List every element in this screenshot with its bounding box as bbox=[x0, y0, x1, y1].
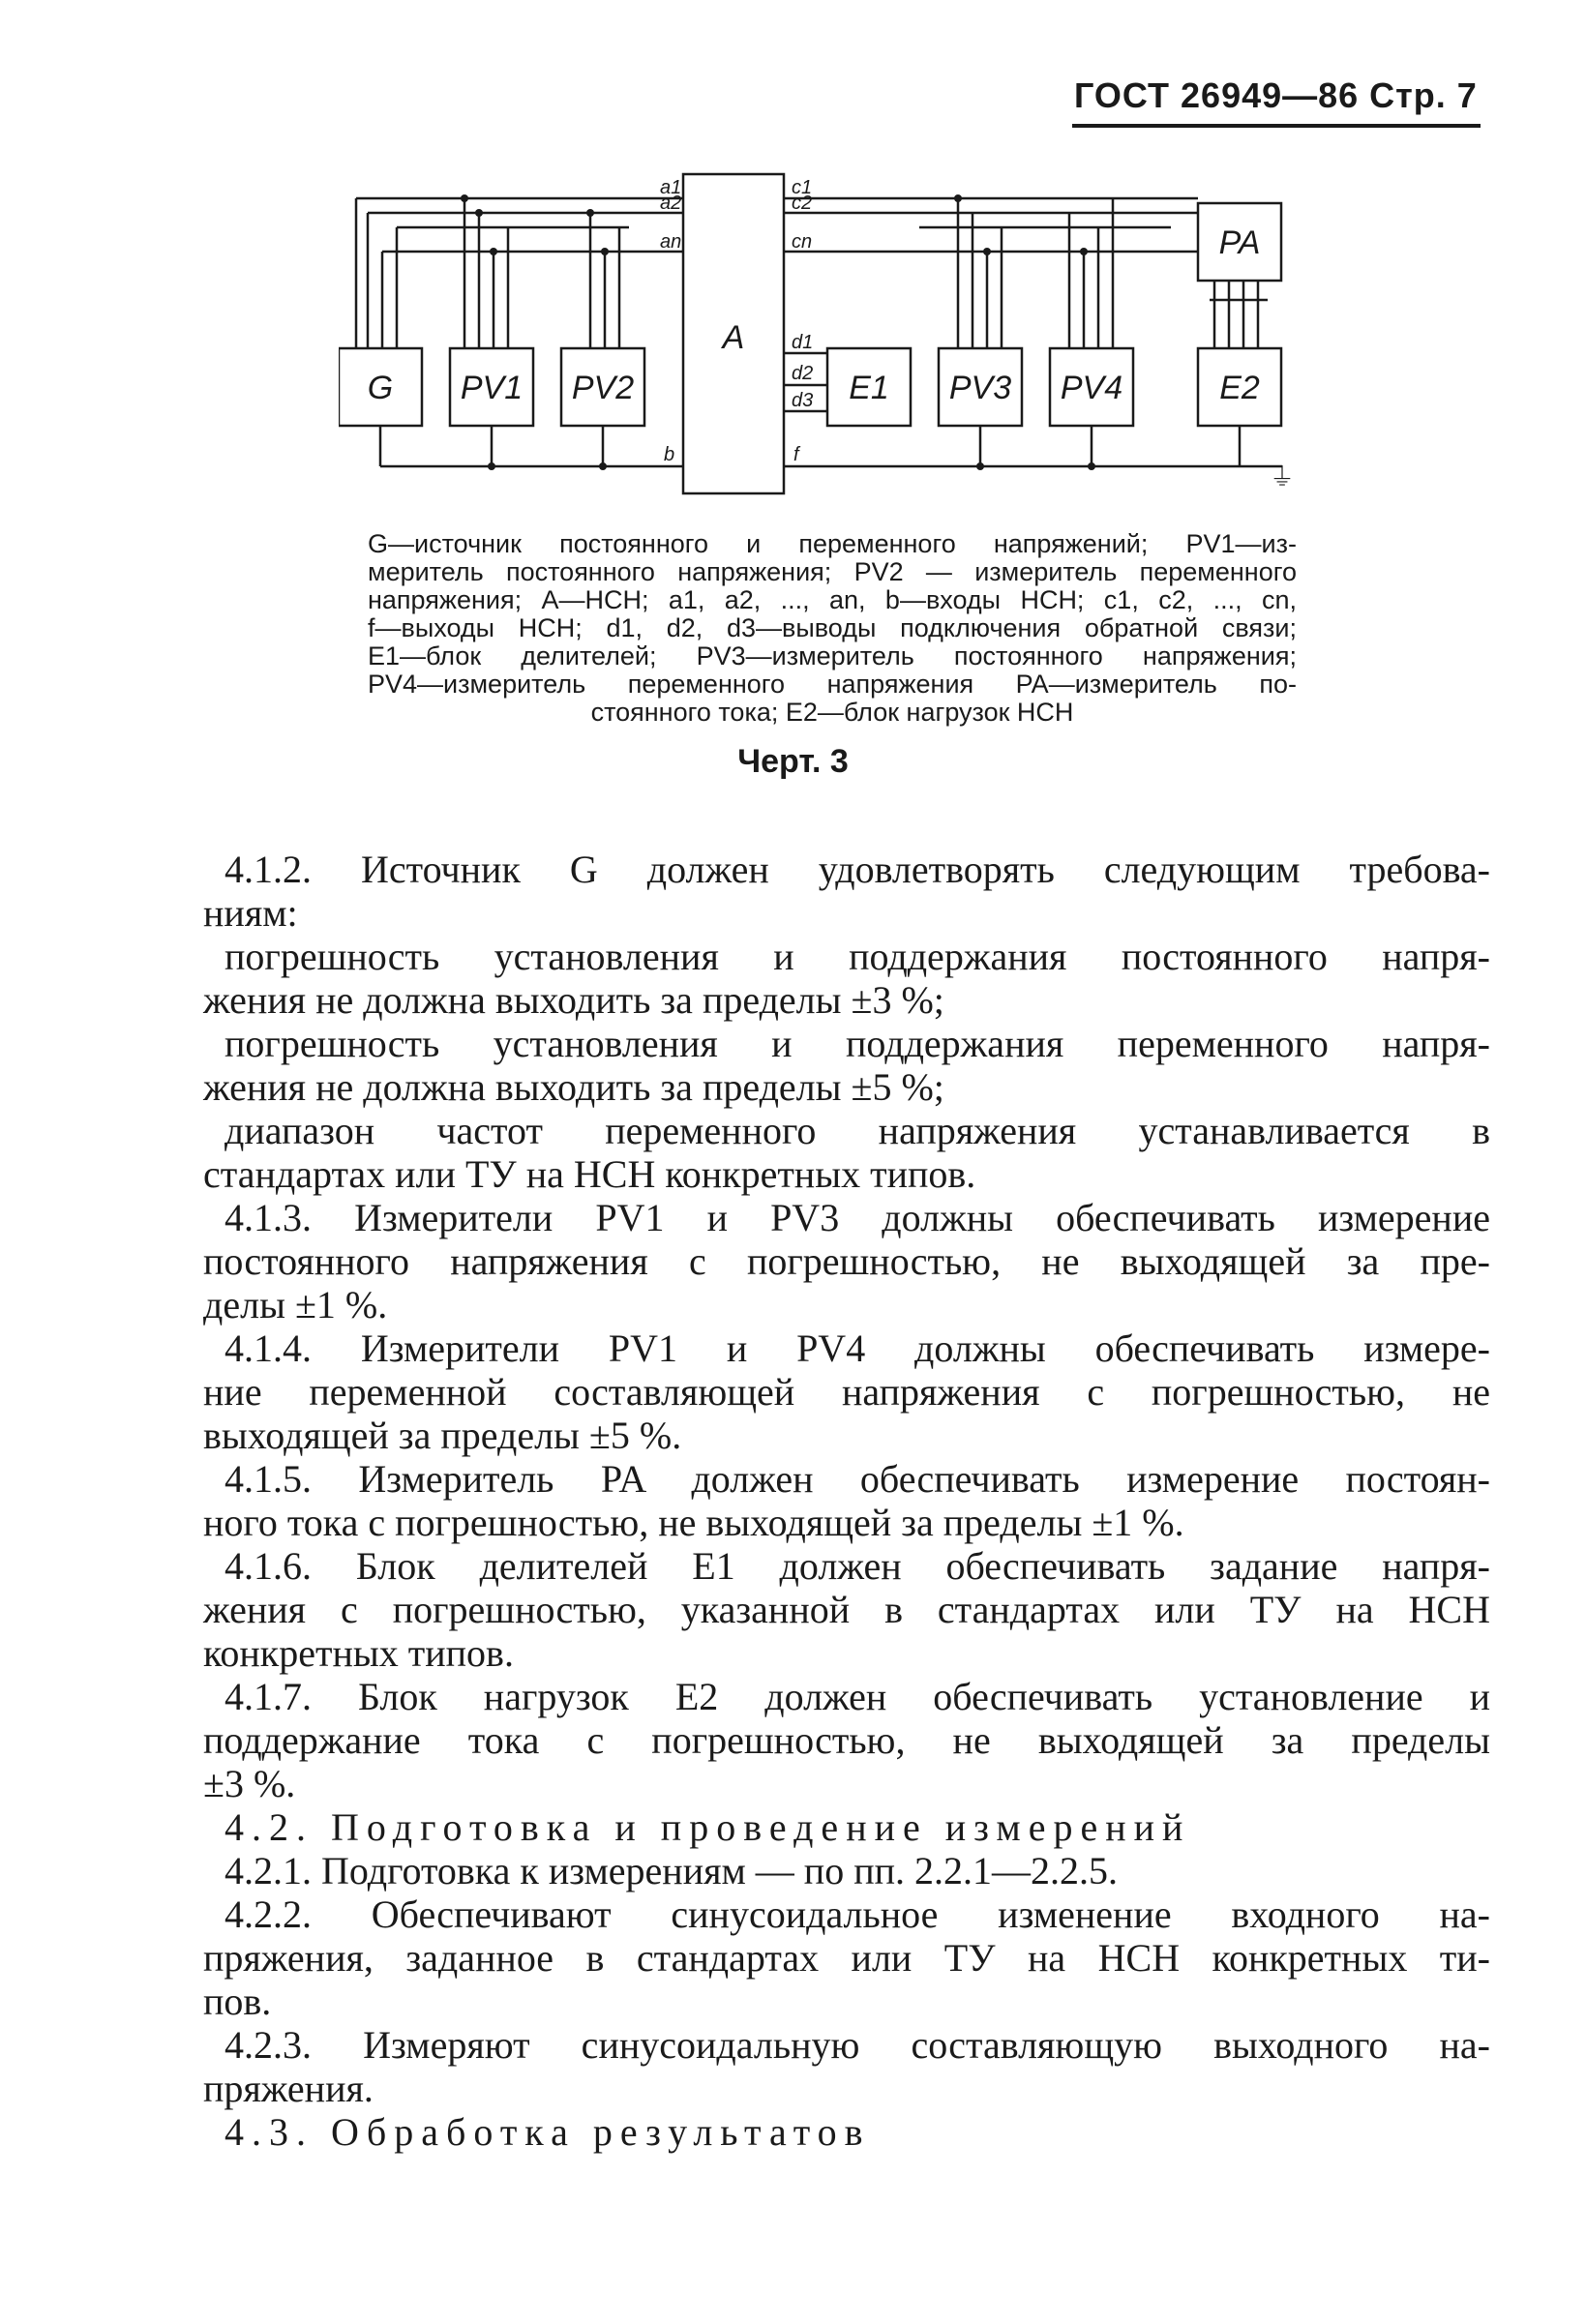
label-pa: PA bbox=[1218, 224, 1261, 261]
pin-an: an bbox=[660, 231, 682, 253]
text-line: жения с погрешностью, указанной в стандартах или ТУ на НСН bbox=[203, 1588, 1490, 1631]
text-line: жения не должна выходить за пределы ±3 %; bbox=[203, 978, 944, 1022]
label-g: G bbox=[367, 370, 394, 406]
text-line: делы ±1 %. bbox=[203, 1283, 388, 1326]
text-line: диапазон частот переменного напряжения устанавливается в bbox=[224, 1109, 1490, 1152]
caption-line: PV4—измеритель переменного напряжения PA—измеритель по- bbox=[368, 670, 1297, 699]
figure-caption bbox=[368, 530, 1297, 727]
text-line: жения не должна выходить за пределы ±5 %; bbox=[203, 1065, 944, 1109]
label-pv1: PV1 bbox=[460, 370, 524, 406]
pin-d1: d1 bbox=[792, 332, 814, 353]
caption-line: f—выходы НСН; d1, d2, d3—выводы подключения обратной связи; bbox=[368, 613, 1297, 642]
body-text bbox=[203, 848, 1490, 2154]
pin-c2: c2 bbox=[792, 193, 813, 214]
label-pv2: PV2 bbox=[571, 370, 635, 406]
pin-cn: cn bbox=[792, 231, 813, 253]
text-line: ниям: bbox=[203, 891, 298, 935]
text-line: выходящей за пределы ±5 %. bbox=[203, 1414, 682, 1457]
text-line: поддержание тока с погрешностью, не выходящей за пределы bbox=[203, 1718, 1490, 1762]
text-line: 4.1.3. Измерители PV1 и PV3 должны обеспечивать измерение bbox=[224, 1196, 1490, 1239]
caption-line: напряжения; A—НСН; a1, a2, ..., an, b—входы НСН; c1, c2, ..., cn, bbox=[368, 585, 1297, 614]
caption-line: G—источник постоянного и переменного напряжений; PV1—из- bbox=[368, 529, 1297, 558]
pin-a1: a1 bbox=[660, 177, 682, 198]
text-line: ного тока с погрешностью, не выходящей за пределы ±1 %. bbox=[203, 1501, 1184, 1544]
text-line: погрешность установления и поддержания переменного напря- bbox=[224, 1022, 1490, 1065]
header-rule bbox=[1072, 124, 1481, 128]
pin-c1: c1 bbox=[792, 177, 813, 198]
pin-d3: d3 bbox=[792, 390, 814, 411]
label-e2: E2 bbox=[1219, 370, 1260, 406]
text-line: 4.1.7. Блок нагрузок E2 должен обеспечивать установление и bbox=[224, 1675, 1490, 1718]
text-line: 4.2.1. Подготовка к измерениям — по пп. 2.2.1—2.2.5. bbox=[224, 1849, 1119, 1892]
text-line: погрешность установления и поддержания постоянного напря- bbox=[224, 935, 1490, 978]
text-line: 4.1.5. Измеритель PA должен обеспечивать измерение постоян- bbox=[224, 1457, 1490, 1501]
text-line: пряжения, заданное в стандартах или ТУ на НСН конкретных ти- bbox=[203, 1936, 1490, 1980]
caption-line: меритель постоянного напряжения; PV2 — измеритель переменного bbox=[368, 557, 1297, 586]
text-line: ние переменной составляющей напряжения с погрешностью, не bbox=[203, 1370, 1490, 1414]
figure-label: Черт. 3 bbox=[737, 743, 849, 780]
text-line: 4.2.2. Обеспечивают синусоидальное изменение входного на- bbox=[224, 1892, 1490, 1936]
circuit-diagram bbox=[339, 164, 1306, 513]
text-line: конкретных типов. bbox=[203, 1631, 514, 1675]
ground-symbol: ⏚ bbox=[1270, 462, 1296, 492]
text-line: 4.1.4. Измерители PV1 и PV4 должны обеспечивать измере- bbox=[224, 1326, 1490, 1370]
text-line: 4.2.3. Измеряют синусоидальную составляющую выходного на- bbox=[224, 2023, 1490, 2067]
text-line: пов. bbox=[203, 1980, 272, 2023]
pin-d2: d2 bbox=[792, 363, 814, 384]
text-line: стандартах или ТУ на НСН конкретных типов. bbox=[203, 1152, 976, 1196]
label-pv3: PV3 bbox=[948, 370, 1012, 406]
text-line: пряжения. bbox=[203, 2067, 374, 2110]
pin-a2: a2 bbox=[660, 193, 682, 214]
label-a: A bbox=[722, 319, 745, 356]
pin-f: f bbox=[793, 444, 799, 465]
text-line: постоянного напряжения с погрешностью, не выходящей за пре- bbox=[203, 1239, 1490, 1283]
section-heading: 4.2. Подготовка и проведение измерений bbox=[224, 1805, 1191, 1849]
section-heading: 4.3. Обработка результатов bbox=[224, 2110, 871, 2154]
label-e1: E1 bbox=[849, 370, 889, 406]
text-line: ±3 %. bbox=[203, 1762, 296, 1805]
page-header: ГОСТ 26949—86 Стр. 7 bbox=[1074, 75, 1478, 115]
pin-b: b bbox=[664, 444, 675, 465]
text-line: 4.1.2. Источник G должен удовлетворять следующим требова- bbox=[224, 848, 1490, 891]
caption-line: стоянного тока; E2—блок нагрузок НСН bbox=[590, 698, 1074, 727]
caption-line: E1—блок делителей; PV3—измеритель постоянного напряжения; bbox=[368, 641, 1297, 670]
text-line: 4.1.6. Блок делителей E1 должен обеспечивать задание напря- bbox=[224, 1544, 1490, 1588]
label-pv4: PV4 bbox=[1060, 370, 1123, 406]
